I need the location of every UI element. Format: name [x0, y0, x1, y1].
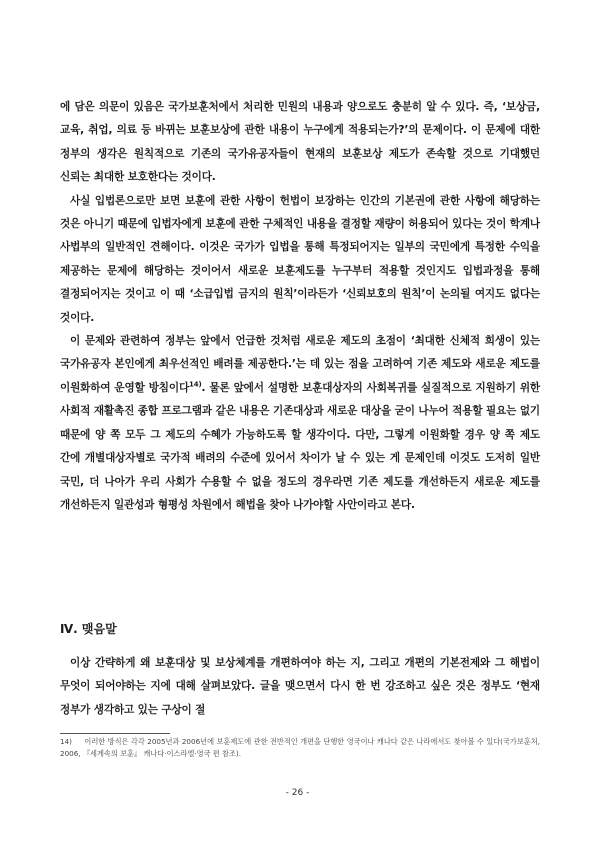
- footnote-text: 이러한 방식은 각각 2005년과 2006년에 보훈제도에 관한 전반적인 개편을 단행한 영국이나 캐나다 같은 나라에서도 찾아볼 수 있다(국가보훈처, 2006, 『세계속의 보훈』 캐나다·이스라엘·영국 편 참조).: [60, 737, 540, 758]
- conclusion-text: [60, 652, 540, 722]
- paragraph-3-part-1: 이 문제와 관련하여 정부는 앞에서 언급한 것처럼 새로운 제도의 초점이 ‘최대한 신체적 희생이 있는 국가유공자 본인에게 최우선적인 배려를 제공한다.’는 데 있는 점을 고려하여 기존 제도와 새로운 제도를 이원화하여 운영할 방침이다: [60, 335, 540, 394]
- paragraph-1: 에 담은 의문이 있음은 국가보훈처에서 처리한 민원의 내용과 양으로도 충분히 알 수 있다. 즉, ‘보상금, 교육, 취업, 의료 등 바뀌는 보훈보상에 관한 내용이 누구에게 적용되는가?’의 문제이다. 이 문제에 대한 정부의 생각은 원칙적으로 기존의 국가유공자들이 현재의 보훈보상 제도가 존속할 것으로 기대했던 신뢰는 최대한 보호한다는 것이다.: [60, 101, 540, 184]
- footnote-divider: [60, 733, 170, 734]
- section-heading: Ⅳ. 맺음말: [60, 622, 117, 636]
- footnote: [60, 736, 540, 760]
- footnote-marker: 14): [60, 737, 72, 746]
- paragraph-2: 사실 입법론으로만 보면 보훈에 관한 사항이 헌법이 보장하는 인간의 기본권에 관한 사항에 해당하는 것은 아니기 때문에 입법자에게 보훈에 관한 구체적인 내용을 결정할 재량이 허용되어 있다는 것이 학계나 사법부의 일반적인 견해이다. 이것은 국가가 입법을 통해 특정되어지는 일부의 국민에게 특정한 수익을 제공하는 문제에 해당하는 것이어서 새로운 보훈제도를 누구부터 적용할 것인지도 입법과정을 통해 결정되어지는 것이고 이 때 ‘소급입법 금지의 원칙’이라든가 ‘신뢰보호의 원칙’이 논의될 여지도 없다는 것이다.: [60, 194, 540, 324]
- conclusion-paragraph: 이상 간략하게 왜 보훈대상 및 보상체계를 개편하여야 하는 지, 그리고 개편의 기본전제와 그 해법이 무엇이 되어야하는 지에 대해 살펴보았다. 글을 맺으면서 다시 한 번 강조하고 싶은 것은 정부도 ‘현재 정부가 생각하고 있는 구상이 절: [60, 657, 540, 716]
- paragraph-3: [60, 330, 540, 517]
- footnote-reference[interactable]: 14): [189, 380, 202, 389]
- paragraph-3-part-2: . 물론 앞에서 설명한 보훈대상자의 사회복귀를 실질적으로 지원하기 위한 사회적 재활촉진 종합 프로그램과 같은 내용은 기존대상과 새로운 대상을 굳이 나누어 적용할 필요는 없기 때문에 양 쪽 모두 그 제도의 수혜가 가능하도록 할 생각이다. 다만, 그렇게 이원화할 경우 양 쪽 제도 간에 개별대상자별로 국가적 배려의 수준에 있어서 차이가 날 수 있는 게 문제인데 이것도 도저히 일반 국민, 더 나아가 우리 사회가 수용할 수 없을 정도의 경우라면 기존 제도를 개선하든지 새로운 제도를 개선하든지 일관성과 형평성 차원에서 해법을 찾아 나가야할 사안이라고 본다.: [60, 381, 541, 511]
- page-number: - 26 -: [285, 788, 310, 798]
- body-text: [60, 96, 540, 517]
